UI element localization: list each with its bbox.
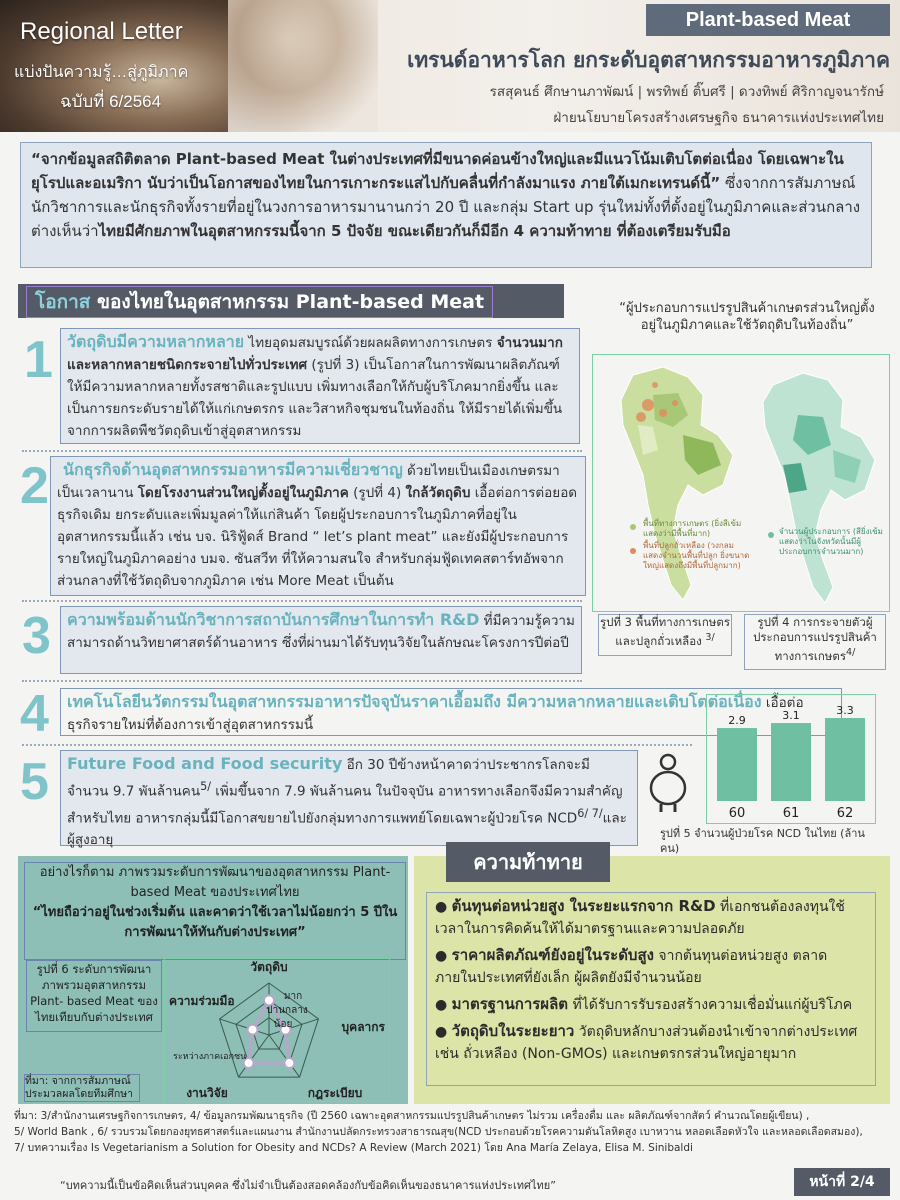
item-text-2: ด้วยไทยเป็นเมืองเกษตรมาเป็นเวลานาน: [57, 463, 560, 501]
intro-bold: “จากข้อมูลสถิติตลาด Plant-based Meat ในต่างประเทศที่มีขนาดค่อนข้างใหญ่และมีแนวโน้มเติบโตต่อเนื่อง โดยเฉพาะในยุโรปและอเมริกา นับว่าเป็นโอกาสของไทยในการเกาะกระแสไปกับคลื่นที่กำลังมาแรง ภายใต้เมกะเทรนด์นี้”: [31, 150, 844, 192]
radar-axis-label: ความร่วมมือ: [169, 994, 235, 1008]
topic-tag: Plant-based Meat: [646, 4, 890, 36]
item-number-2: 2: [20, 457, 49, 515]
fig5-caption: รูปที่ 5 จำนวนผู้ป่วยโรค NCD ในไทย (ล้านคน): [660, 826, 882, 856]
divider: [22, 450, 582, 452]
radar-point: [284, 1058, 294, 1068]
references: [14, 1108, 890, 1156]
radar-axis-label: บุคลากร: [341, 1020, 385, 1034]
item-title-1: วัตถุดิบมีความหลากหลาย: [67, 332, 245, 351]
opportunity-item-2: [50, 456, 586, 596]
challenge-text-2: จากต้นทุนต่อหน่วยสูง ตลาดภายในประเทศที่ยังเล็ก ผู้ผลิตยังมีจำนวนน้อย: [435, 948, 828, 986]
footnote-ref: 5/: [200, 780, 212, 793]
item-text-3: ที่มีความรู้ความสามารถด้านวิทยาศาสตร์ด้านอาหาร ซึ่งที่ผ่านมาได้รับทุนวิจัยในลักษณะโครงการปีต่อปี: [67, 613, 575, 651]
item-title-4: เทคโนโลยีนวัตกรรมในอุตสาหกรรมอาหารปัจจุบันราคาเอื้อมถึง มีความหลากหลายและเติบโตต่อเนื่อง: [67, 692, 762, 711]
item-text-5b: เพิ่มขึ้นจาก 7.9 พันล้านคน ในปัจจุบัน อาหารทางเลือกจึงมีความสำคัญ สำหรับไทย อาหารกลุ่มนี้มีโอกาสขยายไปยังกลุ่มทางการแพทย์โดยเฉพาะผู้ป่วยโรค NCD: [67, 783, 623, 826]
obese-person-icon: [644, 752, 692, 814]
bar-category-label: 62: [836, 806, 854, 821]
opportunity-title-rest: ของไทยในอุตสาหกรรม Plant-based Meat: [90, 291, 485, 313]
fig4-caption-text: รูปที่ 4 การกระจายตัวผู้ประกอบการแปรรูปสินค้าทางการเกษตร: [753, 615, 877, 663]
disclaimer: “บทความนี้เป็นข้อคิดเห็นส่วนบุคคล ซึ่งไม่จำเป็นต้องสอดคล้องกับข้อคิดเห็นของธนาคารแห่งประเทศไทย”: [60, 1179, 556, 1192]
radar-axis-label: วัตถุดิบ: [250, 960, 288, 974]
challenge-bold-2: ราคาผลิตภัณฑ์ยังอยู่ในระดับสูง: [451, 946, 654, 964]
opportunity-item-1: [60, 328, 580, 444]
item-text-2b: (รูปที่ 4): [348, 485, 406, 501]
fig6-caption: รูปที่ 6 ระดับการพัฒนาภาพรวมอุตสาหกรรม Plant- based Meat ของไทยเทียบกับต่างประเทศ: [26, 960, 162, 1032]
item-title-2: นักธุรกิจด้านอุตสาหกรรมอาหารมีความเชี่ยวชาญ: [63, 460, 403, 479]
bar-61: [771, 723, 811, 801]
item-text-4: เอื้อต่อธุรกิจรายใหม่ที่ต้องการเข้าสู่อุตสาหกรรมนี้: [67, 695, 804, 733]
divider: [22, 744, 692, 746]
radar-chart: [164, 958, 390, 1102]
item-text-5: อีก 30 ปีข้างหน้าคาดว่าประชากรโลกจะมีจำนวน 9.7 พันล้านคน: [67, 757, 590, 800]
radar-axis: [269, 1035, 300, 1077]
bar-62: [825, 718, 865, 801]
item-number-5: 5: [20, 753, 49, 811]
item-number-4: 4: [20, 685, 49, 743]
radar-chart-svg: [165, 959, 389, 1101]
item-text-2c: เอื้อต่อการต่อยอดธุรกิจเดิม ยกระดับและเพิ่มมูลค่าให้แก่สินค้า โดยผู้ประกอบการในภูมิภาคที่อยู่ในอุตสาหกรรมนี้แล้ว เช่น บจ. นิริฟู้ดส์ Brand “ let’s plant meat” และยังมีผู้ประกอบการรายใหญ่ในภูมิภาคอย่าง บมจ. ซันสวีท ที่ให้ความสนใจ สำหรับกลุ่มฟู้ดเทคสตาร์ทอัพจากส่วนกลางที่ใช้วัตถุดิบจากภูมิภาค เช่น More Meat เป็นต้น: [57, 485, 578, 589]
footnote-ref: 4/: [846, 647, 856, 658]
map-caption: “ผู้ประกอบการแปรรูปสินค้าเกษตรส่วนใหญ่ตั้งอยู่ในภูมิภาคและใช้วัตถุดิบในท้องถิ่น”: [619, 301, 875, 333]
ncd-chart-svg: [707, 695, 875, 823]
challenge-item-3: ● มาตรฐานการผลิต ที่ได้รับการรับรองสร้างความเชื่อมั่นแก่ผู้บริโภค: [435, 995, 853, 1013]
radar-axis-label: กฎระเบียบ: [307, 1086, 363, 1100]
opportunity-title-highlight: โอกาส: [35, 291, 91, 313]
bar-60: [717, 728, 757, 801]
intro-bold-2: ไทยมีศักยภาพในอุตสาหกรรมนี้จาก 5 ปัจจัย ขณะเดียวกันก็มีอีก 4 ความท้าทาย ที่ต้องเตรียมรับมือ: [98, 222, 731, 240]
challenges-list: [426, 892, 876, 1086]
reference-line-1: ที่มา: 3/สำนักงานเศรษฐกิจการเกษตร, 4/ ข้อมูลกรมพัฒนาธุรกิจ (ปี 2560 เฉพาะอุตสาหกรรมแปรรูปสินค้าเกษตร ไม่รวม เครื่องดื่ม และ ผลิตภัณฑ์จากสัตว์ คำนวณโดยผู้เขียน) ,: [14, 1110, 810, 1122]
footnote-ref: 6/ 7/: [577, 806, 603, 820]
item-bold-2b: ใกล้วัตถุดิบ: [405, 485, 471, 501]
stage-text-box: [24, 862, 406, 960]
item-bold-2: โดยโรงงานส่วนใหญ่ตั้งอยู่ในภูมิภาค: [137, 485, 349, 501]
intro-text: ซึ่งจากการสัมภาษณ์นักวิชาการและนักธุรกิจทั้งรายที่อยู่ในวงการอาหารมานานกว่า 20 ปี และกลุ่ม Start up รุ่นใหม่ทั้งที่ตั้งอยู่ในภูมิภาคและส่วนกลางต่างเห็นว่า: [31, 174, 861, 240]
stage-source: ที่มา: จากการสัมภาษณ์ประมวลผลโดยทีมศึกษา: [24, 1074, 140, 1102]
newsletter-subtitle: แบ่งปันความรู้…สู่ภูมิภาค: [14, 64, 189, 81]
challenge-bold-3: มาตรฐานการผลิต: [451, 995, 569, 1013]
divider: [22, 680, 582, 682]
radar-level-label: มาก: [283, 991, 303, 1002]
legend-factory: จำนวนผู้ประกอบการ (สียิ่งเข้มแสดงว่าในจังหวัดนั้นมีผู้ประกอบการจำนวนมาก): [779, 527, 883, 556]
reference-line-3: 7/ บทความเรื่อง Is Vegetarianism a Solution for Obesity and NCDs? A Review (March 2021) โดย Ana María Zelaya, Elisa M. Sinibaldi: [14, 1142, 693, 1154]
stage-bold: “ไทยถือว่าอยู่ในช่วงเริ่มต้น และคาดว่าใช้เวลาไม่น้อยกว่า 5 ปีในการพัฒนาให้ทันกับต่างประเทศ”: [32, 905, 398, 940]
bar-value-label: 2.9: [728, 714, 746, 728]
bar-category-label: 60: [728, 806, 746, 821]
fig4-caption: [744, 614, 886, 670]
radar-axis: [220, 1019, 269, 1035]
radar-level-label: ปานกลาง: [266, 1005, 308, 1016]
challenge-item-4: ● วัตถุดิบในระยะยาว วัตถุดิบหลักบางส่วนต้องนำเข้าจากต่างประเทศ เช่น ถั่วเหลือง (Non-GMOs) และเกษตรกรส่วนใหญ่อายุมาก: [435, 1022, 858, 1062]
opportunity-item-5: [60, 750, 638, 846]
radar-point: [248, 1025, 258, 1035]
challenge-text-1: ที่เอกชนต้องลงทุนใช้เวลาในการคิดค้นให้ได้มาตรฐานและความปลอดภัย: [435, 899, 845, 937]
opportunity-item-3: [60, 606, 582, 674]
issue-number: ฉบับที่ 6/2564: [60, 92, 162, 111]
radar-axis-sublabel: ระหว่างภาคเอกชน: [173, 1052, 247, 1062]
ncd-chart: [706, 694, 876, 824]
item-text-1: ไทยอุดมสมบูรณ์ด้วยผลผลิตทางการเกษตร: [244, 335, 497, 351]
newsletter-title: Regional Letter: [20, 18, 183, 45]
fig3-caption: [598, 614, 732, 656]
opportunity-title: [26, 286, 493, 318]
item-number-1: 1: [24, 331, 53, 389]
radar-point: [264, 995, 274, 1005]
headline: เทรนด์อาหารโลก ยกระดับอุตสาหกรรมอาหารภูมิภาค: [407, 48, 890, 72]
radar-axis-label: งานวิจัย: [186, 1086, 228, 1100]
divider: [22, 600, 582, 602]
item-title-3: ความพร้อมด้านนักวิชาการสถาบันการศึกษาในการทำ R&D: [67, 610, 480, 629]
item-title-5: Future Food and Food security: [67, 754, 343, 773]
fig3-caption-text: รูปที่ 3 พื้นที่ทางการเกษตรและปลูกถั่วเหลือง: [599, 615, 731, 648]
bar-category-label: 61: [782, 806, 800, 821]
challenge-bold-4: วัตถุดิบในระยะยาว: [451, 1022, 575, 1040]
legend-agri: พื้นที่ทางการเกษตร (ยิ่งสีเข้มแสดงว่ามีพื้นที่มาก): [643, 519, 742, 538]
challenges-title: ความท้าทาย: [446, 842, 610, 882]
thailand-maps-svg: [593, 355, 889, 611]
page-number: หน้าที่ 2/4: [794, 1168, 890, 1196]
item-number-3: 3: [22, 607, 51, 665]
radar-level-label: น้อย: [273, 1019, 293, 1030]
challenge-text-4: วัตถุดิบหลักบางส่วนต้องนำเข้าจากต่างประเทศ เช่น ถั่วเหลือง (Non-GMOs) และเกษตรกรส่วนใหญ่อายุมาก: [435, 1024, 858, 1062]
challenge-item-2: ● ราคาผลิตภัณฑ์ยังอยู่ในระดับสูง จากต้นทุนต่อหน่วยสูง ตลาดภายในประเทศที่ยังเล็ก ผู้ผลิตยังมีจำนวนน้อย: [435, 946, 828, 986]
bar-value-label: 3.1: [782, 709, 800, 723]
thailand-maps: [592, 354, 890, 612]
bar-value-label: 3.3: [836, 704, 854, 718]
item-bold-1: จำนวนมากและหลากหลายชนิดกระจายไปทั่วประเทศ: [67, 335, 563, 373]
item-text-5c: และผู้สูงอายุ: [67, 810, 627, 848]
challenge-bold-1: ต้นทุนต่อหน่วยสูง ในระยะแรกจาก R&D: [451, 897, 716, 915]
footnote-ref: 3/: [705, 632, 715, 643]
item-text-1b: (รูปที่ 3) เป็นโอกาสในการพัฒนาผลิตภัณฑ์ให้มีความหลากหลายทั้งรสชาติและรูปแบบ เพิ่มทางเลือกให้กับผู้บริโภคมากยิ่งขึ้น และเป็นการยกระดับรายได้ให้แก่เกษตรกร และวิสาหกิจชุมชนในท้องถิ่น ให้มีรายได้เพิ่มขึ้นจากการผลิตพืชวัตถุดิบเข้าสู่อุตสาหกรรม: [67, 357, 563, 439]
reference-line-2: 5/ World Bank , 6/ รวบรวมโดยกองยุทธศาสตร์และแผนงาน สำนักงานปลัดกระทรวงสาธารณสุข(NCD ประกอบด้วยโรคความดันโลหิตสูง เบาหวาน หลอดเลือดหัวใจ และหลอดเลือดสมอง),: [14, 1126, 863, 1138]
department: ฝ่ายนโยบายโครงสร้างเศรษฐกิจ ธนาคารแห่งประเทศไทย: [553, 110, 884, 126]
challenge-item-1: ● ต้นทุนต่อหน่วยสูง ในระยะแรกจาก R&D ที่เอกชนต้องลงทุนใช้เวลาในการคิดค้นให้ได้มาตรฐานและความปลอดภัย: [435, 897, 845, 937]
stage-text: อย่างไรก็ตาม ภาพรวมระดับการพัฒนาของอุตสาหกรรม Plant-based Meat ของประเทศไทย: [39, 865, 391, 900]
legend-soy: พื้นที่ปลูกถั่วเหลือง (วงกลมแสดงจำนวนพื้นที่ปลูก ยิ่งขนาดใหญ่แสดงถึงมีพื้นที่ปลูกมาก): [643, 541, 750, 570]
intro-box: [20, 142, 872, 268]
factory-map: [763, 373, 875, 603]
challenge-text-3: ที่ได้รับการรับรองสร้างความเชื่อมั่นแก่ผู้บริโภค: [568, 997, 853, 1013]
authors: รสสุคนธ์ ศึกษานภาพัฒน์ | พรทิพย์ ติ๊บศรี | ดวงทิพย์ ศิริกาญจนารักษ์: [489, 84, 884, 100]
